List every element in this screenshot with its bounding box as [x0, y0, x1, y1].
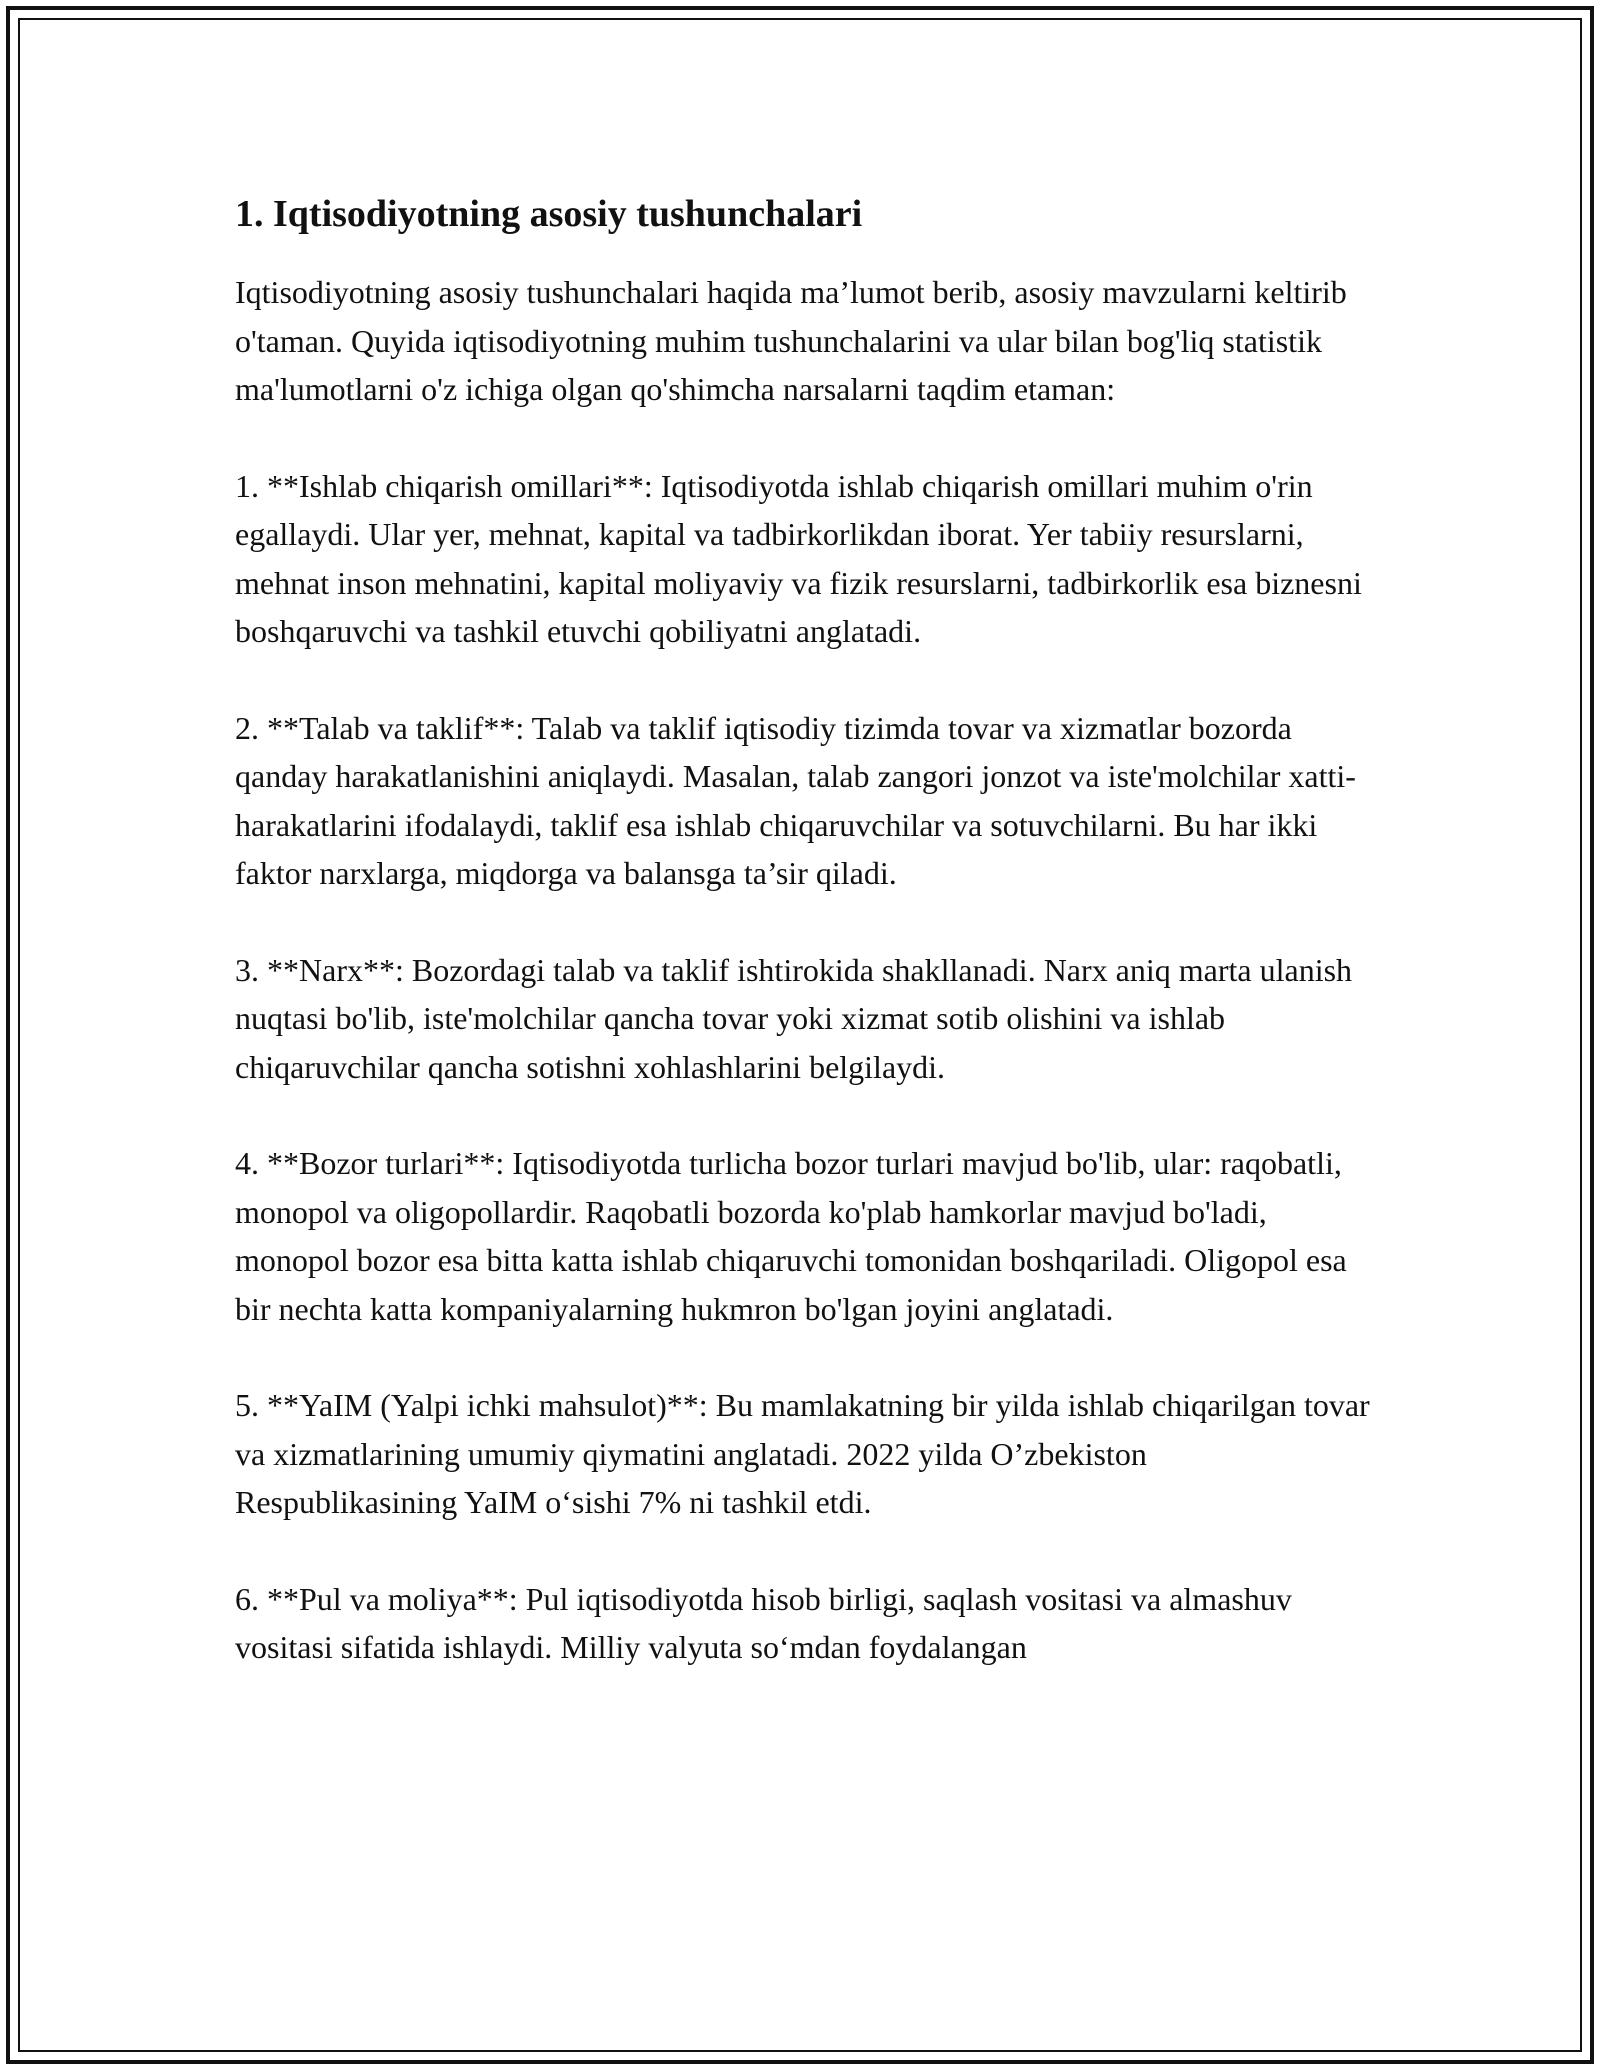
paragraph-narx: 3. **Narx**: Bozordagi talab va taklif ishtirokida shakllanadi. Narx aniq marta ulanish nuqtasi bo'lib, iste'molchilar qancha tovar yoki xizmat sotib olishini va ishlab chiqaruvchilar qancha sotishni xohlashlarini belgilaydi.	[235, 951, 1353, 1085]
document-body	[235, 188, 1375, 1720]
paragraph-ishlab-chiqarish-omillari: 1. **Ishlab chiqarish omillari**: Iqtisodiyotda ishlab chiqarish omillari muhim o'rin egallaydi. Ular yer, mehnat, kapital va tadbirkorlikdan iborat. Yer tabiiy resurslarni, mehnat inson mehnatini, kapital moliyaviy va fizik resurslarni, tadbirkorlik esa biznesni boshqaruvchi va tashkil etuvchi qobiliyatni anglatadi.	[235, 467, 1362, 649]
paragraph-bozor-turlari: 4. **Bozor turlari**: Iqtisodiyotda turlicha bozor turlari mavjud bo'lib, ular: raqobatli, monopol va oligopollardir. Raqobatli bozorda ko'plab hamkorlar mavjud bo'ladi, monopol bozor esa bitta katta ishlab chiqaruvchi tomonidan boshqariladi. Oligopol esa bir nechta katta kompaniyalarning hukmron bo'lgan joyini anglatadi.	[235, 1145, 1347, 1327]
paragraph-talab-va-taklif: 2. **Talab va taklif**: Talab va taklif iqtisodiy tizimda tovar va xizmatlar bozorda qanday harakatlanishini aniqlaydi. Masalan, talab zangori jonzot va iste'molchilar xatti-harakatlarini ifodalaydi, taklif esa ishlab chiqaruvchilar va sotuvchilarni. Bu har ikki faktor narxlarga, miqdorga va balansga ta’sir qiladi.	[235, 709, 1356, 891]
paragraph-yaim: 5. **YaIM (Yalpi ichki mahsulot)**: Bu mamlakatning bir yilda ishlab chiqarilgan tovar va xizmatlarining umumiy qiymatini anglatadi. 2022 yilda O’zbekiston Respublikasining YaIM o‘sishi 7% ni tashkil etdi.	[235, 1387, 1370, 1520]
section-heading: 1. Iqtisodiyotning asosiy tushunchalari	[235, 193, 863, 235]
intro-paragraph: Iqtisodiyotning asosiy tushunchalari haqida ma’lumot berib, asosiy mavzularni keltirib o'taman. Quyida iqtisodiyotning muhim tushunchalarini va ular bilan bog'liq statistik ma'lumotlarni o'z ichiga olgan qo'shimcha narsalarni taqdim etaman:	[235, 274, 1347, 407]
paragraph-pul-va-moliya: 6. **Pul va moliya**: Pul iqtisodiyotda hisob birligi, saqlash vositasi va almashuv vositasi sifatida ishlaydi. Milliy valyuta so‘mdan foydalangan	[235, 1580, 1292, 1665]
